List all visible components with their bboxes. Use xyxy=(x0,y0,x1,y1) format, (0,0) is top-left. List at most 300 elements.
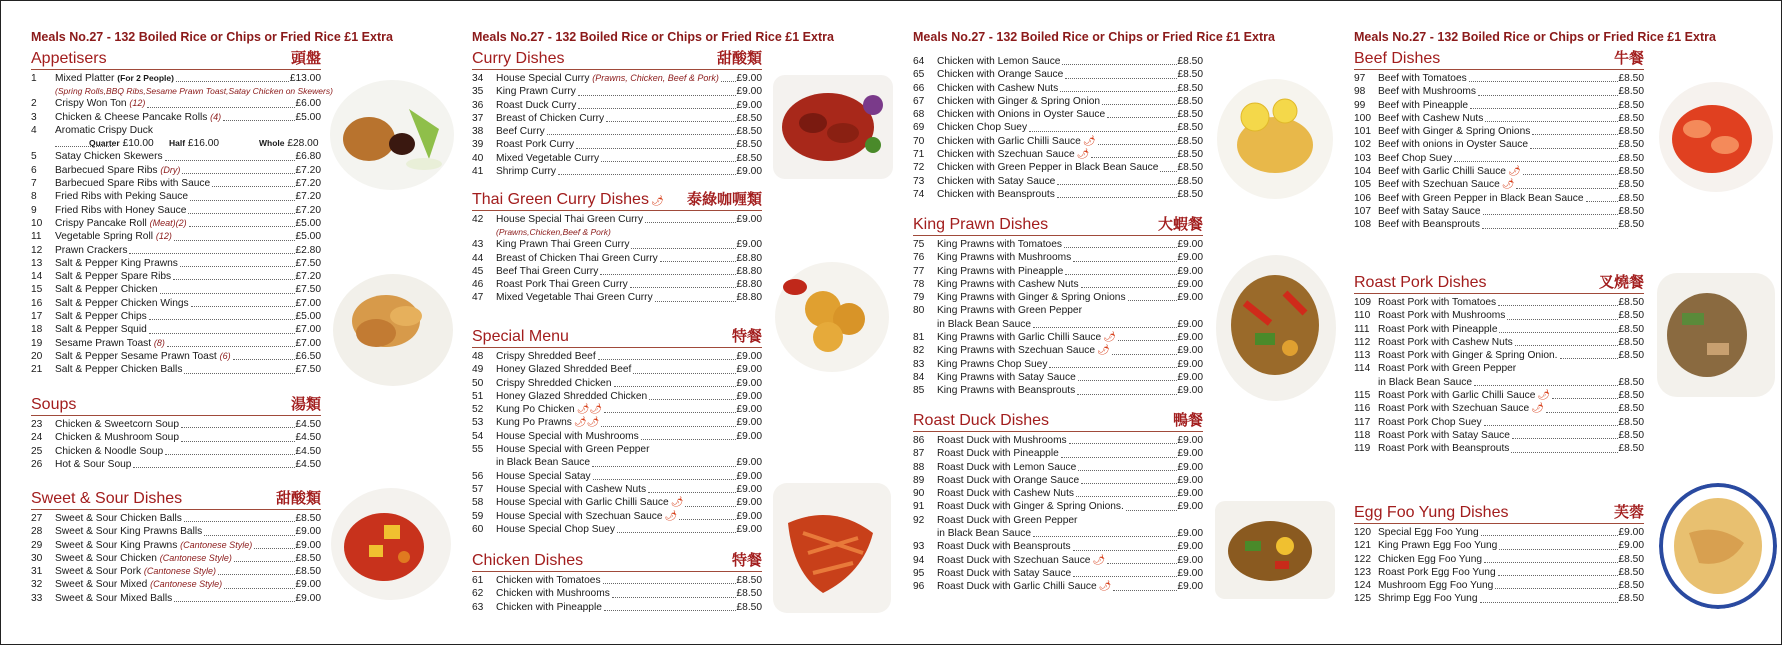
item-price: £8.50 xyxy=(1618,443,1644,455)
menu-item xyxy=(1354,152,1644,165)
item-name: Sweet & Sour Mixed Balls xyxy=(55,592,173,604)
item-number: 11 xyxy=(31,231,42,243)
menu-item xyxy=(1354,138,1644,151)
item-name: Chicken with Beansprouts xyxy=(937,188,1055,200)
item-price: £8.50 xyxy=(1618,429,1644,441)
item-price: £9.00 xyxy=(1177,345,1203,357)
item-price: £9.00 xyxy=(736,404,762,416)
item-price: £9.00 xyxy=(295,579,321,591)
section-king-prawn xyxy=(913,215,1203,398)
item-name: Prawn Crackers xyxy=(55,244,128,256)
menu-item xyxy=(913,434,1203,447)
item-name: Salt & Pepper Spare Ribs xyxy=(55,271,172,283)
menu-item xyxy=(31,150,321,163)
item-number: 1 xyxy=(31,73,37,84)
item-number: 94 xyxy=(913,554,925,566)
item-price: £9.00 xyxy=(736,523,762,535)
menu-item xyxy=(1354,566,1644,579)
menu-item xyxy=(31,525,321,538)
menu-item xyxy=(472,377,762,390)
item-number: 44 xyxy=(472,252,484,264)
item-price: £9.00 xyxy=(1177,278,1203,290)
item-name: Roast Pork with Ginger & Spring Onion. xyxy=(1378,350,1558,362)
item-name: Shrimp Egg Foo Yung xyxy=(1378,593,1478,605)
item-number: 62 xyxy=(472,588,484,600)
item-price: £8.50 xyxy=(736,575,762,586)
menu-item xyxy=(31,431,321,444)
section-roast-pork xyxy=(1354,273,1644,456)
item-number: 125 xyxy=(1354,593,1371,605)
chili-pepper-icon: 🌶 xyxy=(1092,554,1106,566)
item-number: 72 xyxy=(913,162,925,174)
item-number: 14 xyxy=(31,271,43,283)
section-curry xyxy=(472,49,762,178)
menu-item xyxy=(472,252,762,265)
item-name: Roast Duck with Garlic Chilli Sauce xyxy=(937,581,1097,593)
item-price: £8.50 xyxy=(295,552,321,564)
item-name: King Prawns with Cashew Nuts xyxy=(937,278,1079,290)
menu-item xyxy=(472,601,762,614)
menu-item xyxy=(31,337,321,350)
item-name: King Prawns with Satay Sauce xyxy=(937,371,1076,383)
menu-item xyxy=(472,470,762,483)
item-number: 53 xyxy=(472,417,484,429)
item-name: Roast Pork with Mushrooms xyxy=(1378,310,1506,322)
item-number: 117 xyxy=(1354,416,1371,428)
item-name: King Prawns with Szechuan Sauce xyxy=(937,345,1095,357)
item-price: £7.00 xyxy=(295,297,321,309)
menu-item xyxy=(1354,112,1644,125)
item-number: 123 xyxy=(1354,566,1371,578)
item-name: Roast Duck Curry xyxy=(496,99,577,111)
section-title: Beef Dishes xyxy=(1354,50,1441,67)
item-price: £9.00 xyxy=(1177,528,1203,540)
item-name: House Special Chop Suey xyxy=(496,523,615,535)
item-number: 43 xyxy=(472,239,484,251)
item-number: 15 xyxy=(31,284,43,296)
item-name: Honey Glazed Shredded Chicken xyxy=(496,390,648,402)
menu-item xyxy=(913,384,1203,397)
item-name: Mixed Platter xyxy=(55,73,115,84)
item-number: 35 xyxy=(472,86,484,98)
menu-column-3 xyxy=(913,1,1275,644)
section-thai-green-curry xyxy=(472,190,762,305)
item-number: 61 xyxy=(472,575,484,586)
item-name: Hot & Sour Soup xyxy=(55,458,132,470)
menu-item xyxy=(31,512,321,525)
item-name: Beef Thai Green Curry xyxy=(496,265,599,277)
menu-item xyxy=(31,72,321,85)
item-name: Fried Ribs with Honey Sauce xyxy=(55,204,187,216)
item-number: 45 xyxy=(472,265,484,277)
menu-item xyxy=(472,363,762,376)
menu-item-continued xyxy=(472,456,762,469)
section-sweet-sour xyxy=(31,489,321,605)
menu-item xyxy=(472,165,762,178)
menu-item: 4 Aromatic Crispy Duck xyxy=(31,124,153,136)
menu-item xyxy=(1354,323,1644,336)
item-number: 30 xyxy=(31,552,43,564)
item-price: £9.00 xyxy=(1177,474,1203,486)
item-note: (For 2 People) xyxy=(117,73,174,83)
menu-item xyxy=(913,161,1203,174)
menu-item xyxy=(472,443,762,456)
menu-item xyxy=(1354,416,1644,429)
menu-item xyxy=(31,418,321,431)
item-price: £8.50 xyxy=(1177,95,1203,107)
item-price: £8.50 xyxy=(295,566,321,578)
item-number: 88 xyxy=(913,461,925,473)
menu-item xyxy=(31,217,321,230)
item-name: Crispy Shredded Chicken xyxy=(496,377,612,389)
portion-price: £10.00 xyxy=(122,138,154,150)
item-price: £4.50 xyxy=(295,445,321,457)
item-number: 58 xyxy=(472,497,484,509)
item-price: £9.00 xyxy=(736,99,762,111)
item-price: £8.50 xyxy=(1618,112,1644,124)
item-price: £7.20 xyxy=(295,204,321,216)
menu-item xyxy=(472,403,762,416)
item-price: £8.50 xyxy=(1618,390,1644,402)
item-number: 108 xyxy=(1354,219,1371,231)
section-appetisers xyxy=(31,49,333,377)
item-number: 48 xyxy=(472,351,484,362)
item-number: 20 xyxy=(31,350,43,362)
item-name: Breast of Chicken Thai Green Curry xyxy=(496,252,658,264)
item-number: 99 xyxy=(1354,99,1366,111)
menu-item xyxy=(1354,592,1644,605)
menu-item xyxy=(1354,526,1644,539)
item-price: £9.00 xyxy=(1177,554,1203,566)
item-price: £8.50 xyxy=(1618,73,1644,84)
item-price: £7.50 xyxy=(295,364,321,376)
item-price: £8.50 xyxy=(1618,323,1644,335)
item-number: 107 xyxy=(1354,205,1371,217)
section-title-chinese: 大蝦餐 xyxy=(1157,215,1203,233)
item-number: 13 xyxy=(31,257,43,269)
item-price: £9.00 xyxy=(736,377,762,389)
menu-item xyxy=(1354,442,1644,455)
menu-item xyxy=(913,474,1203,487)
item-name: Chicken Egg Foo Yung xyxy=(1378,553,1483,565)
item-name: Sweet & Sour Mixed xyxy=(55,579,148,591)
item-price: £9.00 xyxy=(1177,488,1203,500)
chili-pepper-icon: 🌶 xyxy=(1531,403,1544,415)
item-price: £8.50 xyxy=(1177,149,1203,161)
item-number: 85 xyxy=(913,385,925,397)
item-name: in Black Bean Sauce xyxy=(937,318,1032,330)
item-price: £5.00 xyxy=(295,231,321,243)
item-price: £8.50 xyxy=(1618,336,1644,348)
chili-pepper-icon: 🌶 xyxy=(650,196,664,207)
item-number: 65 xyxy=(913,69,925,81)
item-number: 102 xyxy=(1354,139,1371,151)
menu-item xyxy=(472,99,762,112)
item-number: 118 xyxy=(1354,429,1371,441)
menu-item xyxy=(472,85,762,98)
menu-item xyxy=(913,487,1203,500)
item-price: £2.80 xyxy=(295,244,321,256)
meals-banner: Meals No.27 - 132 Boiled Rice or Chips or Fried Rice £1 Extra xyxy=(1354,30,1716,44)
menu-column-2 xyxy=(472,1,834,644)
menu-item xyxy=(913,175,1203,188)
meals-banner: Meals No.27 - 132 Boiled Rice or Chips or Fried Rice £1 Extra xyxy=(472,30,834,44)
menu-column-4 xyxy=(1354,1,1716,644)
item-name: King Prawns Chop Suey xyxy=(937,358,1048,370)
item-number: 57 xyxy=(472,483,484,495)
menu-item xyxy=(1354,125,1644,138)
item-price: £5.00 xyxy=(295,311,321,323)
item-name: Shrimp Curry xyxy=(496,166,557,178)
item-number: 114 xyxy=(1354,363,1371,375)
item-price: £8.50 xyxy=(1618,86,1644,98)
menu-item xyxy=(1354,579,1644,592)
item-price: £8.50 xyxy=(1618,580,1644,592)
item-name: Chicken with Pineapple xyxy=(496,601,602,613)
menu-item: 3 Chicken & Cheese Pancake Rolls (4) £5.00 xyxy=(31,111,321,123)
roast-duck-photo xyxy=(1215,501,1335,599)
section-title-chinese: 泰綠咖喱類 xyxy=(686,190,762,208)
item-number: 49 xyxy=(472,364,484,376)
item-name: Roast Duck with Mushrooms xyxy=(937,435,1067,446)
item-number: 55 xyxy=(472,444,484,456)
item-name: House Special Curry xyxy=(496,73,590,84)
section-title-chinese: 鴨餐 xyxy=(1172,411,1203,429)
chili-pepper-icon: 🌶 xyxy=(1082,135,1096,147)
item-number: 59 xyxy=(472,510,484,522)
item-price: £7.00 xyxy=(295,324,321,336)
item-price: £8.80 xyxy=(736,252,762,264)
item-name: King Prawn Thai Green Curry xyxy=(496,239,630,251)
item-name: Sesame Prawn Toast xyxy=(55,337,152,349)
menu-item xyxy=(472,152,762,165)
section-title: King Prawn Dishes xyxy=(913,216,1049,233)
menu-item xyxy=(913,68,1203,81)
menu-item xyxy=(913,304,1203,317)
section-title: Thai Green Curry Dishes xyxy=(472,191,649,208)
item-name: Chicken with Tomatoes xyxy=(496,575,601,586)
menu-item xyxy=(1354,296,1644,309)
item-price: £8.50 xyxy=(1618,403,1644,415)
item-price: £8.50 xyxy=(736,601,762,613)
item-number: 37 xyxy=(472,112,484,124)
item-number: 51 xyxy=(472,390,484,402)
item-price: £7.20 xyxy=(295,178,321,190)
item-number: 76 xyxy=(913,252,925,264)
menu-item xyxy=(913,291,1203,304)
item-name: Roast Pork with Tomatoes xyxy=(1378,297,1497,308)
item-price: £9.00 xyxy=(295,526,321,538)
item-price: £8.50 xyxy=(1618,553,1644,565)
item-price: £13.00 xyxy=(289,73,321,84)
item-number: 91 xyxy=(913,501,925,513)
item-number: 32 xyxy=(31,579,43,591)
item-price: £8.50 xyxy=(736,126,762,138)
item-price: £8.50 xyxy=(1177,122,1203,134)
menu-item: 2 Crispy Won Ton (12) £6.00 xyxy=(31,98,321,110)
menu-item xyxy=(31,592,321,605)
item-price: £8.50 xyxy=(1618,139,1644,151)
item-price: £9.00 xyxy=(295,592,321,604)
item-price: £8.50 xyxy=(1618,566,1644,578)
menu-item xyxy=(472,483,762,496)
item-name: Barbecued Spare Ribs xyxy=(55,164,158,176)
item-name: Chicken with Green Pepper in Black Bean Sauce xyxy=(937,162,1159,174)
item-price: £7.20 xyxy=(295,191,321,203)
item-price: £9.00 xyxy=(1177,265,1203,277)
item-name: Sweet & Sour Chicken xyxy=(55,552,157,564)
menu-item xyxy=(913,121,1203,134)
item-number: 92 xyxy=(913,514,925,526)
meals-banner: Meals No.27 - 132 Boiled Rice or Chips or Fried Rice £1 Extra xyxy=(31,30,393,44)
item-note: (Cantonese Style) xyxy=(150,579,223,590)
item-number: 124 xyxy=(1354,580,1371,592)
item-price: £8.50 xyxy=(1618,219,1644,231)
item-price: £9.00 xyxy=(736,73,762,84)
menu-item xyxy=(31,177,321,190)
menu-item xyxy=(31,190,321,203)
item-number: 38 xyxy=(472,126,484,138)
item-name: Roast Pork Egg Foo Yung xyxy=(1378,566,1496,578)
item-note: (Cantonese Style) xyxy=(143,566,216,577)
item-name: Crispy Pancake Roll xyxy=(55,217,147,229)
item-name: Roast Pork Thai Green Curry xyxy=(496,279,628,291)
item-price: £8.50 xyxy=(1177,135,1203,147)
item-name: Salt & Pepper Chips xyxy=(55,311,147,323)
menu-item xyxy=(913,251,1203,264)
item-number: 87 xyxy=(913,448,925,460)
item-number: 50 xyxy=(472,377,484,389)
item-price: £8.50 xyxy=(1618,179,1644,191)
item-name: Roast Pork with Szechuan Sauce xyxy=(1378,403,1530,415)
item-number: 16 xyxy=(31,297,43,309)
section-title: Roast Duck Dishes xyxy=(913,412,1050,429)
menu-item xyxy=(472,265,762,278)
menu-item xyxy=(1354,192,1644,205)
menu-item xyxy=(1354,205,1644,218)
menu-item xyxy=(31,257,321,270)
section-title-chinese: 特餐 xyxy=(731,551,762,569)
item-name: King Prawns with Mushrooms xyxy=(937,252,1072,264)
menu-item xyxy=(913,567,1203,580)
item-name: Roast Pork Chop Suey xyxy=(1378,416,1482,428)
item-number: 21 xyxy=(31,364,43,376)
item-number: 12 xyxy=(31,244,43,256)
menu-item xyxy=(913,82,1203,95)
menu-item xyxy=(31,283,321,296)
item-price: £7.20 xyxy=(295,164,321,176)
menu-item xyxy=(913,500,1203,513)
item-price: £9.00 xyxy=(736,510,762,522)
menu-item xyxy=(31,552,321,565)
item-price: £8.50 xyxy=(1177,109,1203,121)
item-name: Roast Pork with Satay Sauce xyxy=(1378,429,1510,441)
menu-item xyxy=(1354,429,1644,442)
item-price: £4.50 xyxy=(295,432,321,444)
item-name: Beef with Beansprouts xyxy=(1378,219,1480,231)
chili-pepper-icon: 🌶 xyxy=(1098,581,1112,593)
item-number: 110 xyxy=(1354,310,1371,322)
item-name: Vegetable Spring Roll xyxy=(55,231,153,243)
duck-portion-prices: Quarter £10.00 Half £16.00 Whole £28.00 xyxy=(31,137,321,150)
menu-item xyxy=(913,331,1203,344)
item-name: in Black Bean Sauce xyxy=(937,528,1032,540)
menu-item xyxy=(1354,309,1644,322)
item-name: Sweet & Sour Pork xyxy=(55,566,142,578)
item-name: Chicken with Lemon Sauce xyxy=(937,56,1061,67)
menu-item xyxy=(31,244,321,257)
item-name: Roast Duck with Orange Sauce xyxy=(937,474,1080,486)
section-title-chinese: 甜酸類 xyxy=(716,49,762,67)
item-name: Chicken with Ginger & Spring Onion xyxy=(937,95,1101,107)
item-price: £8.50 xyxy=(1618,126,1644,138)
item-name: Roast Pork with Beansprouts xyxy=(1378,443,1510,455)
item-price: £9.00 xyxy=(1177,358,1203,370)
item-name: Beef with Tomatoes xyxy=(1378,73,1467,84)
item-number: 36 xyxy=(472,99,484,111)
menu-item xyxy=(913,447,1203,460)
item-number: 77 xyxy=(913,265,925,277)
item-number: 93 xyxy=(913,541,925,553)
menu-item xyxy=(1354,85,1644,98)
item-name: Beef with Szechuan Sauce xyxy=(1378,179,1500,191)
menu-item xyxy=(1354,165,1644,178)
item-price: £9.00 xyxy=(1177,435,1203,446)
menu-item xyxy=(31,458,321,471)
item-number: 84 xyxy=(913,371,925,383)
menu-item xyxy=(472,416,762,429)
item-number: 54 xyxy=(472,430,484,442)
item-name: Beef Chop Suey xyxy=(1378,152,1453,164)
item-name: Beef with Satay Sauce xyxy=(1378,205,1481,217)
section-title-chinese: 特餐 xyxy=(731,327,762,345)
menu-item xyxy=(913,554,1203,567)
item-number: 68 xyxy=(913,109,925,121)
egg-foo-yung-photo xyxy=(1659,483,1777,609)
item-number: 56 xyxy=(472,470,484,482)
item-name: Beef with Cashew Nuts xyxy=(1378,112,1484,124)
item-price: £9.00 xyxy=(1177,371,1203,383)
meals-banner: Meals No.27 - 132 Boiled Rice or Chips or Fried Rice £1 Extra xyxy=(913,30,1275,44)
menu-item xyxy=(1354,539,1644,552)
item-price: £4.50 xyxy=(295,419,321,430)
item-name: Crispy Shredded Beef xyxy=(496,351,596,362)
section-title-chinese: 湯類 xyxy=(290,395,321,413)
item-name: House Special with Cashew Nuts xyxy=(496,483,647,495)
item-price: £8.50 xyxy=(1618,152,1644,164)
item-price: £9.00 xyxy=(736,417,762,429)
menu-item xyxy=(913,344,1203,357)
item-number: 31 xyxy=(31,566,43,578)
item-name: Beef Curry xyxy=(496,126,545,138)
menu-item xyxy=(913,188,1203,201)
menu-item xyxy=(31,270,321,283)
lemon-chicken-photo xyxy=(1215,77,1335,201)
item-number: 47 xyxy=(472,292,484,304)
section-title-chinese: 叉燒餐 xyxy=(1598,273,1644,291)
item-price: £8.50 xyxy=(1618,192,1644,204)
item-price: £7.00 xyxy=(295,337,321,349)
item-name: Chicken with Mushrooms xyxy=(496,588,610,600)
item-name: King Prawns with Beansprouts xyxy=(937,385,1076,397)
item-number: 83 xyxy=(913,358,925,370)
section-title: Special Menu xyxy=(472,328,569,345)
item-price: £8.50 xyxy=(1177,175,1203,187)
item-price: £7.20 xyxy=(295,271,321,283)
item-price: £9.00 xyxy=(1177,318,1203,330)
item-name: Salt & Pepper Sesame Prawn Toast xyxy=(55,350,217,362)
item-note: (Dry) xyxy=(160,164,181,175)
